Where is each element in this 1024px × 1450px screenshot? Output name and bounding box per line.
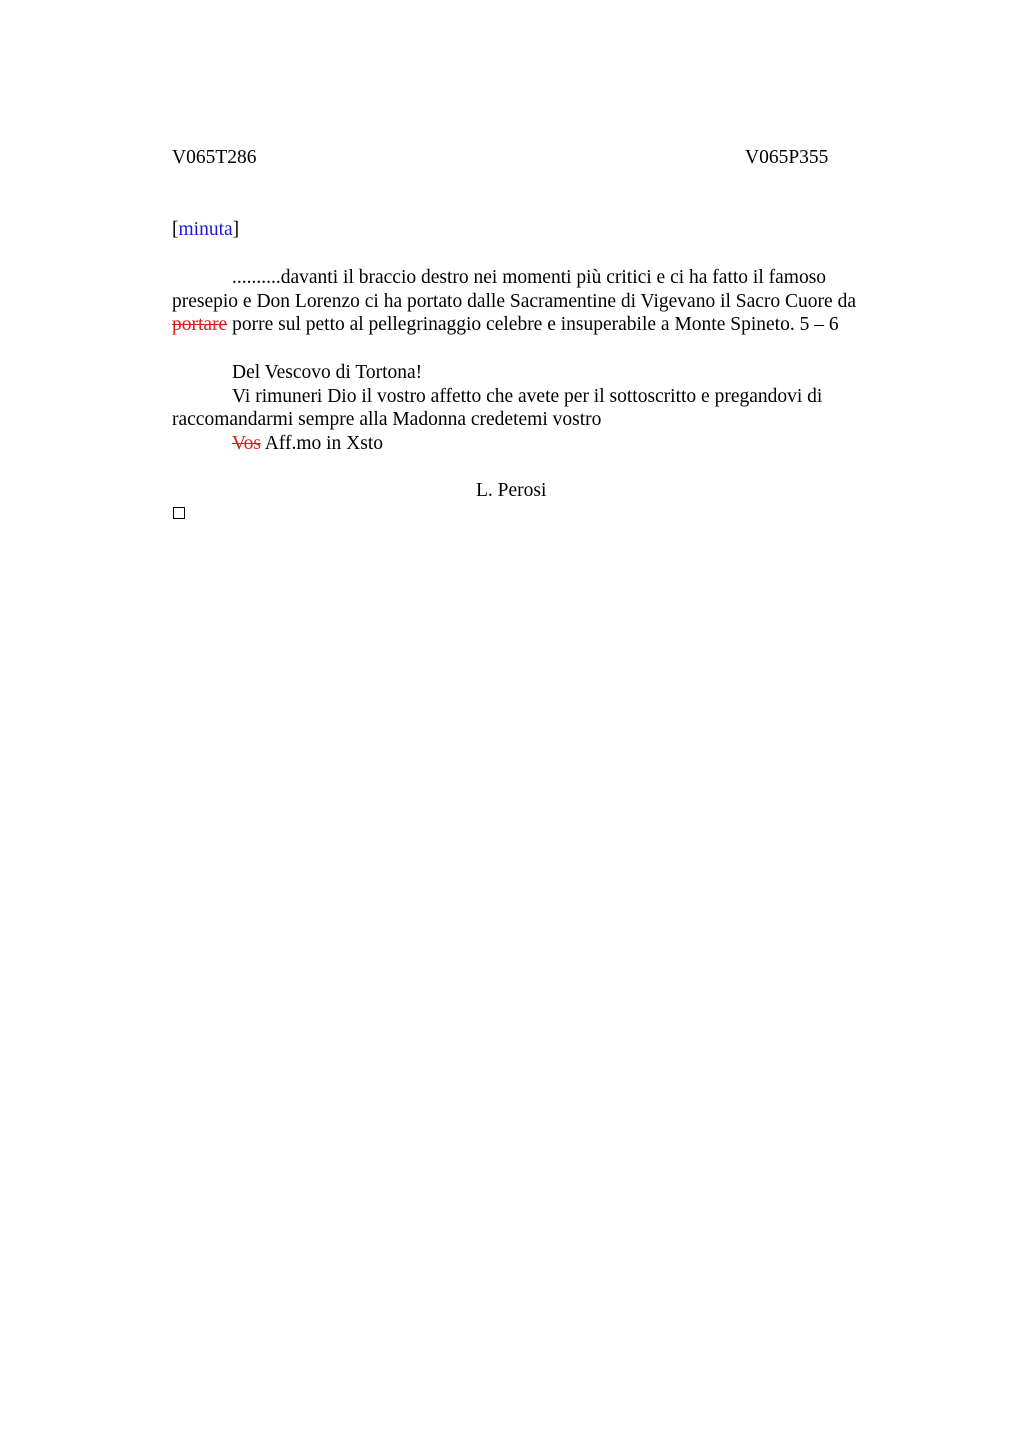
paragraph-3-line-1: Vi rimuneri Dio il vostro affetto che avete per il sottoscritto e pregandovi di xyxy=(232,386,823,407)
deleted-word: portare xyxy=(172,314,228,335)
deleted-word: Vos xyxy=(232,433,261,454)
reference-code-left: V065T286 xyxy=(172,147,257,168)
signature: L. Perosi xyxy=(476,480,547,501)
closing-text: Aff.mo in Xsto xyxy=(260,433,383,454)
checkbox-square-icon xyxy=(173,507,185,519)
bracket-open: [ xyxy=(172,219,179,240)
paragraph-3-line-2: raccomandarmi sempre alla Madonna credetemi vostro xyxy=(172,409,602,430)
paragraph-1-line-1: ..........davanti il braccio destro nei momenti più critici e ci ha fatto il famoso xyxy=(232,267,827,288)
reference-code-right: V065P355 xyxy=(745,147,829,168)
paragraph-1-line-2: presepio e Don Lorenzo ci ha portato dalle Sacramentine di Vigevano il Sacro Cuore da xyxy=(172,291,856,312)
paragraph-1-line-3-text: porre sul petto al pellegrinaggio celebre e insuperabile a Monte Spineto. 5 – 6 xyxy=(227,314,839,335)
paragraph-2-line-1: Del Vescovo di Tortona! xyxy=(232,362,423,383)
minuta-note xyxy=(172,218,239,242)
bracket-close: ] xyxy=(232,219,240,240)
closing-line xyxy=(172,432,383,456)
paragraph-1-line-3 xyxy=(172,313,839,337)
minuta-label: minuta xyxy=(178,219,233,240)
